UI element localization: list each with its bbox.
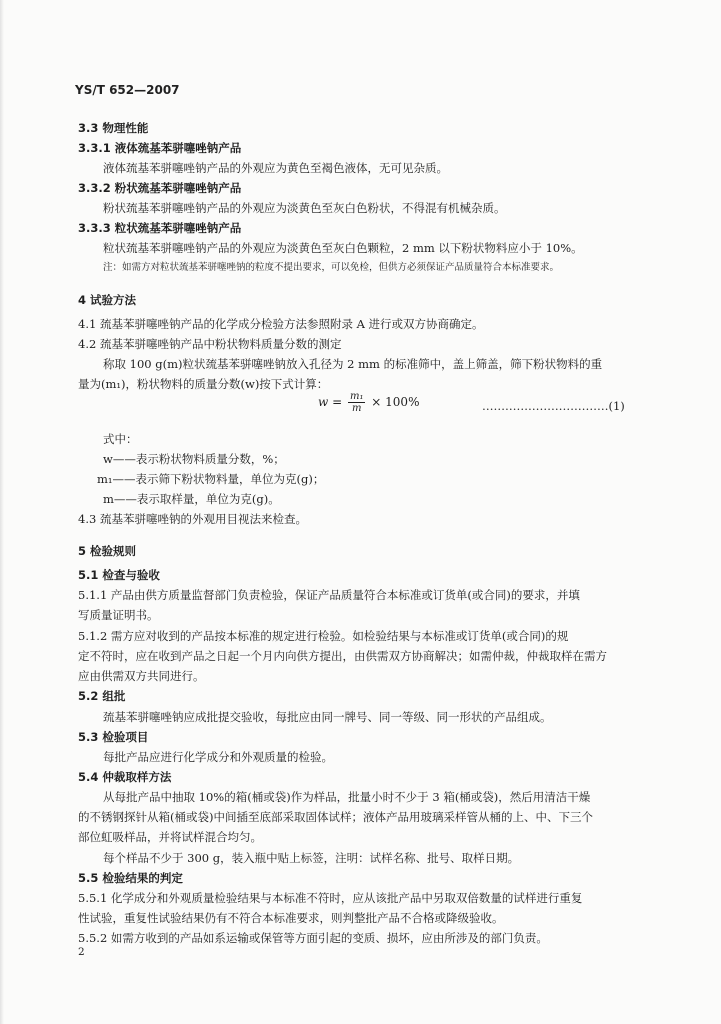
text-line-s5: 5 检验规则 — [78, 544, 137, 558]
text-line-p42: 4.2 巯基苯骈噻唑钠产品中粉状物料质量分数的测定 — [78, 337, 342, 351]
text-line-p331: 液体巯基苯骈噻唑钠产品的外观应为黄色至褐色液体，无可见杂质。 — [103, 161, 448, 175]
text-line-p512c: 应由供需双方共同进行。 — [78, 669, 205, 683]
equation-number: ……………………………(1) — [482, 399, 625, 413]
text-line-p52: 巯基苯骈噻唑钠应成批提交验收，每批应由同一牌号、同一等级、同一形状的产品组成。 — [103, 710, 552, 724]
text-line-p53: 每批产品应进行化学成分和外观质量的检验。 — [103, 750, 333, 764]
text-line-p511a: 5.1.1 产品由供方质量监督部门负责检验，保证产品质量符合本标准或订货单(或合同)的要求，并填 — [78, 588, 580, 602]
formula — [318, 391, 419, 414]
scan-edge-shadow — [0, 0, 4, 1024]
text-line-w2: m₁——表示筛下粉状物料量，单位为克(g)； — [97, 472, 325, 486]
text-line-w1: w——表示粉状物料质量分数，%； — [103, 452, 285, 466]
text-line-s33: 3.3 物理性能 — [78, 121, 149, 135]
text-line-p552: 5.5.2 如需方收到的产品如系运输或保管等方面引起的变质、损坏，应由所涉及的部门负责。 — [78, 931, 548, 945]
text-line-p332: 粉状巯基苯骈噻唑钠产品的外观应为淡黄色至灰白色粉状，不得混有机械杂质。 — [103, 201, 506, 215]
text-line-p42a: 称取 100 g(m)粒状巯基苯骈噻唑钠放入孔径为 2 mm 的标准筛中，盖上筛盖，筛下粉状物料的重 — [103, 357, 603, 371]
formula-lhs: w = — [318, 395, 343, 409]
page-number: 2 — [78, 946, 85, 958]
text-line-s53: 5.3 检验项目 — [78, 730, 149, 744]
text-line-p512a: 5.1.2 需方应对收到的产品按本标准的规定进行检验。如检验结果与本标准或订货单(或合同)的规 — [78, 629, 569, 643]
text-line-p54b: 的不锈钢探针从箱(桶或袋)中间插至底部采取固体试样；液体产品用玻璃采样管从桶的上、中、下三个 — [78, 810, 593, 824]
text-line-note: 注：如需方对粒状巯基苯骈噻唑钠的粒度不提出要求，可以免检，但供方必须保证产品质量符合本标准要求。 — [103, 262, 560, 273]
text-line-p54a: 从每批产品中抽取 10%的箱(桶或袋)作为样品，批量小时不少于 3 箱(桶或袋)，然后用清洁干燥 — [103, 790, 591, 804]
formula-numerator: m₁ — [349, 391, 364, 402]
text-line-p551a: 5.5.1 化学成分和外观质量检验结果与本标准不符时，应从该批产品中另取双倍数量的试样进行重复 — [78, 891, 583, 905]
text-line-s52: 5.2 组批 — [78, 689, 126, 703]
text-line-p512b: 定不符时，应在收到产品之日起一个月内向供方提出，由供需双方协商解决；如需仲裁，仲裁取样在需方 — [78, 649, 607, 663]
text-line-p333: 粒状巯基苯骈噻唑钠产品的外观应为淡黄色至灰白色颗粒，2 mm 以下粉状物料应小于 10%。 — [103, 241, 583, 255]
text-line-p54d: 每个样品不少于 300 g，装入瓶中贴上标签，注明：试样名称、批号、取样日期。 — [103, 851, 520, 865]
text-line-p511b: 写质量证明书。 — [78, 608, 159, 622]
text-line-p551b: 性试验，重复性试验结果仍有不符合本标准要求，则判整批产品不合格或降级验收。 — [78, 911, 504, 925]
text-line-p41: 4.1 巯基苯骈噻唑钠产品的化学成分检验方法参照附录 A 进行或双方协商确定。 — [78, 317, 484, 331]
text-line-p54c: 部位虹吸样品，并将试样混合均匀。 — [78, 830, 262, 844]
text-line-s331: 3.3.1 液体巯基苯骈噻唑钠产品 — [78, 141, 242, 155]
formula-rhs: × 100% — [371, 395, 420, 409]
text-line-s4: 4 试验方法 — [78, 293, 137, 307]
text-line-s55: 5.5 检验结果的判定 — [78, 871, 183, 885]
text-line-s333: 3.3.3 粒状巯基苯骈噻唑钠产品 — [78, 221, 242, 235]
standard-code-header: YS/T 652—2007 — [75, 83, 180, 97]
text-line-s54: 5.4 仲裁取样方法 — [78, 770, 172, 784]
text-line-p43: 4.3 巯基苯骈噻唑钠的外观用目视法来检查。 — [78, 512, 307, 526]
text-line-w3: m——表示取样量，单位为克(g)。 — [103, 492, 280, 506]
formula-fraction — [348, 391, 366, 414]
text-line-p42b: 量为(m₁)，粉状物料的质量分数(w)按下式计算： — [78, 377, 329, 391]
text-line-s51: 5.1 检查与验收 — [78, 568, 160, 582]
formula-denominator: m — [351, 403, 362, 414]
text-line-s332: 3.3.2 粉状巯基苯骈噻唑钠产品 — [78, 181, 242, 195]
text-line-where: 式中： — [103, 432, 138, 446]
